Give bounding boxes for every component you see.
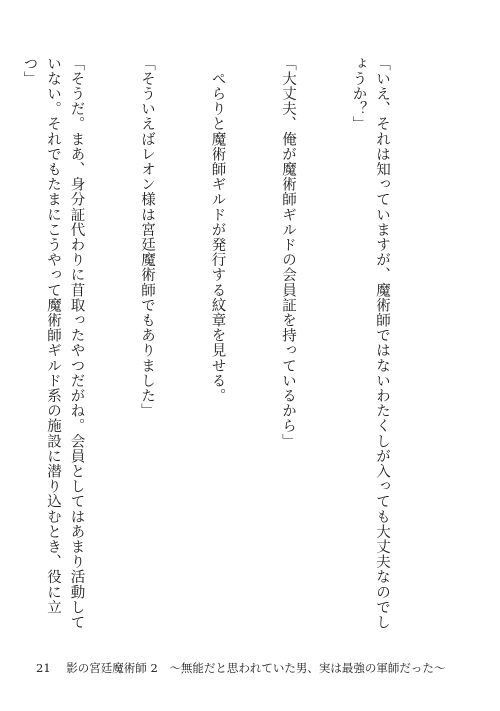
book-subtitle: 〜無能だと思われていた男、実は最強の軍師だった〜 — [169, 661, 446, 675]
paragraph-2: 「大丈夫、俺が魔術師ギルドの会員証を持っているから」 — [280, 56, 296, 449]
paragraph-1: 「いえ、それは知っていますが、魔術師ではないわたくしが入っても大丈夫なのでしょうか？」 — [350, 56, 390, 630]
vertical-body-text — [21, 56, 440, 636]
paragraph-4: 「そういえばレオン様は宮廷魔術師でもありました」 — [139, 56, 155, 419]
page-number: 21 — [36, 661, 51, 675]
page-footer — [36, 660, 470, 676]
book-title: 影の宮廷魔術師 2 — [66, 661, 158, 675]
paragraph-5: 「そうだ。まあ、身分証代わりに苜取ったやつだがね。会員としてはあまり活動していない。それでもたまにこうやって魔術師ギルド系の施設に潜り込むとき、役に立つ」 — [21, 56, 85, 630]
paragraph-3: ぺらりと魔術師ギルドが発行する紋章を見せる。 — [209, 56, 226, 404]
